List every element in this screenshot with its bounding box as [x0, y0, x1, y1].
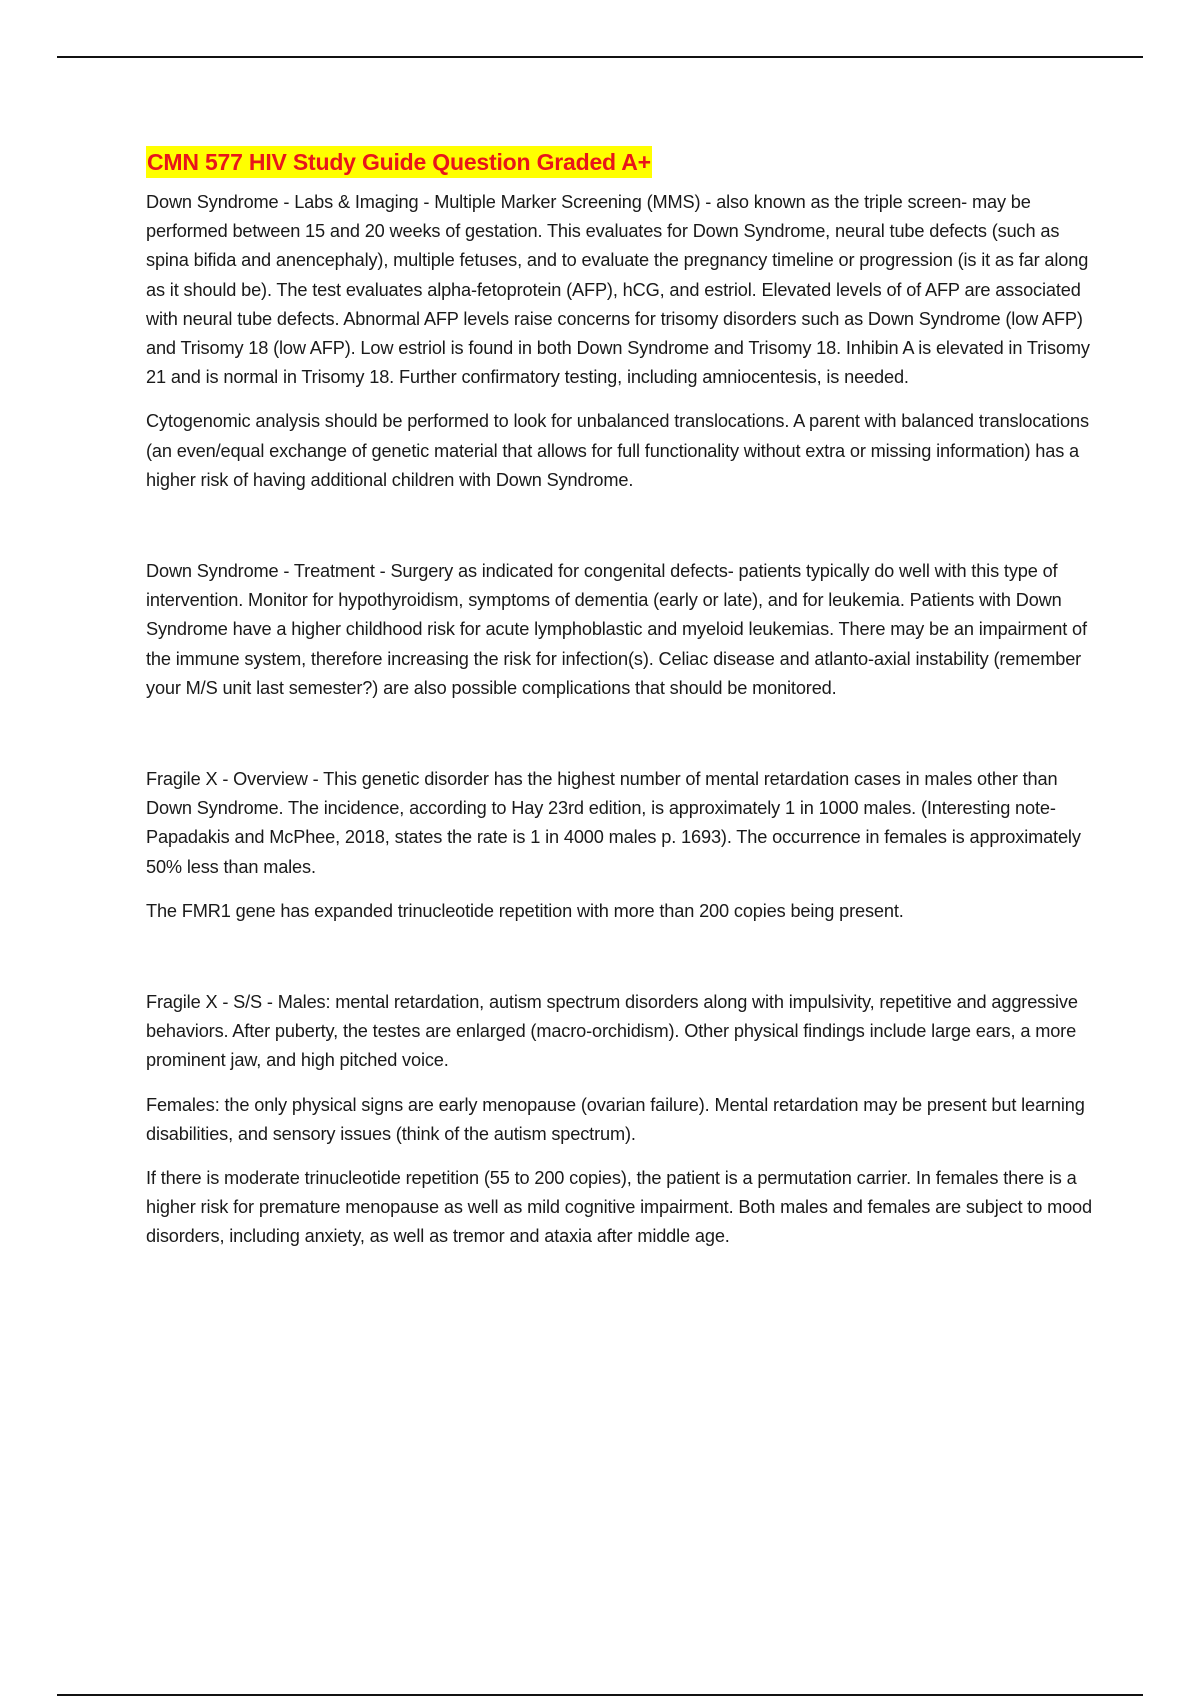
paragraph-spacer — [146, 1149, 1096, 1164]
paragraph-fragile-x-overview: Fragile X - Overview - This genetic disorder has the highest number of mental retardation cases in males other than Down Syndrome. The incidence, according to Hay 23rd edition, is approximately 1 in 1000 males. (Interesting note- Papadakis and McPhee, 2018, states the rate is 1 in 4000 males p. 1693). The occurrence in females is approximately 50% less than males. — [146, 769, 1081, 877]
footer-rule — [57, 1694, 1143, 1696]
paragraph-down-syndrome-treatment: Down Syndrome - Treatment - Surgery as indicated for congenital defects- patients typically do well with this type of intervention. Monitor for hypothyroidism, symptoms of dementia (early or late), and for leukemia. Patients with Down Syndrome have a higher childhood risk for acute lymphoblastic and myeloid leukemias. There may be an impairment of the immune system, therefore increasing the risk for infection(s). Celiac disease and atlanto-axial instability (remember your M/S unit last semester?) are also possible complications that should be monitored. — [146, 561, 1087, 698]
paragraph-spacer — [146, 882, 1096, 897]
header-rule — [57, 56, 1143, 58]
section-spacer — [146, 703, 1096, 765]
paragraph-spacer — [146, 392, 1096, 407]
paragraph-spacer — [146, 1076, 1096, 1091]
paragraph-fmr1-gene: The FMR1 gene has expanded trinucleotide repetition with more than 200 copies being present. — [146, 900, 904, 921]
document-body — [146, 146, 1096, 1252]
section-spacer — [146, 926, 1096, 988]
paragraph-cytogenomic-analysis: Cytogenomic analysis should be performed to look for unbalanced translocations. A parent with balanced translocations (an even/equal exchange of genetic material that allows for full functionality without extra or missing information) has a higher risk of having additional children with Down Syndrome. — [146, 411, 1089, 490]
paragraph-down-syndrome-labs: Down Syndrome - Labs & Imaging - Multiple Marker Screening (MMS) - also known as the triple screen- may be performed between 15 and 20 weeks of gestation. This evaluates for Down Syndrome, neural tube defects (such as spina bifida and anencephaly), multiple fetuses, and to evaluate the pregnancy timeline or progression (is it as far along as it should be). The test evaluates alpha-fetoprotein (AFP), hCG, and estriol. Elevated levels of of AFP are associated with neural tube defects. Abnormal AFP levels raise concerns for trisomy disorders such as Down Syndrome (low AFP) and Trisomy 18 (low AFP). Low estriol is found in both Down Syndrome and Trisomy 18. Inhibin A is elevated in Trisomy 21 and is normal in Trisomy 18. Further confirmatory testing, including amniocentesis, is needed. — [146, 192, 1090, 388]
paragraph-premutation-carrier: If there is moderate trinucleotide repetition (55 to 200 copies), the patient is a permutation carrier. In females there is a higher risk for premature menopause as well as mild cognitive impairment. Both males and females are subject to mood disorders, including anxiety, as well as tremor and ataxia after middle age. — [146, 1168, 1092, 1247]
document-title: CMN 577 HIV Study Guide Question Graded A+ — [146, 146, 652, 178]
paragraph-fragile-x-females: Females: the only physical signs are early menopause (ovarian failure). Mental retardation may be present but learning disabilities, and sensory issues (think of the autism spectrum). — [146, 1094, 1085, 1144]
paragraph-fragile-x-males: Fragile X - S/S - Males: mental retardation, autism spectrum disorders along with impulsivity, repetitive and aggressive behaviors. After puberty, the testes are enlarged (macro-orchidism). Other physical findings include large ears, a more prominent jaw, and high pitched voice. — [146, 992, 1078, 1071]
section-spacer — [146, 495, 1096, 557]
